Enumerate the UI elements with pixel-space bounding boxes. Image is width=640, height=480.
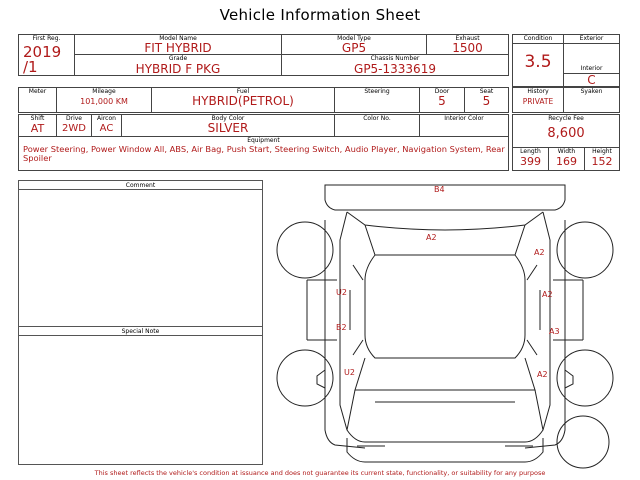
interior-label: Interior bbox=[580, 65, 603, 72]
equipment-label: Equipment bbox=[247, 137, 280, 144]
model-type-value: GP5 bbox=[341, 41, 367, 55]
left-side-outline bbox=[325, 220, 365, 448]
drive-cell bbox=[57, 115, 92, 137]
exterior-cell bbox=[564, 35, 620, 44]
windshield-outline bbox=[355, 358, 535, 390]
damage-left-rear-door: U2 bbox=[336, 288, 347, 297]
chassis-number-value: GP5-1333619 bbox=[354, 62, 436, 76]
interior-value-cell bbox=[564, 74, 620, 87]
model-type-cell bbox=[282, 35, 427, 55]
disclaimer-footer: This sheet reflects the vehicle's condition at issuance and does not guarantee its current state, functionality, or suitability for any purpose bbox=[94, 469, 546, 477]
aircon-label: Aircon bbox=[97, 115, 116, 122]
drive-label: Drive bbox=[66, 115, 82, 122]
comment-box bbox=[18, 180, 263, 327]
steering-label: Steering bbox=[364, 88, 390, 95]
grade-cell bbox=[75, 55, 282, 76]
history-cell bbox=[513, 88, 564, 113]
equipment-cell bbox=[19, 137, 509, 171]
meter-cell bbox=[19, 88, 57, 113]
damage-roof: A2 bbox=[426, 233, 437, 242]
sheet-title: Vehicle Information Sheet bbox=[219, 6, 421, 24]
exterior-label: Exterior bbox=[579, 35, 604, 42]
first-reg-label: First Reg. bbox=[32, 35, 61, 42]
rear-bumper-outline bbox=[325, 185, 565, 210]
chassis-number-label: Chassis Number bbox=[370, 55, 420, 62]
grade-value: HYBRID F PKG bbox=[135, 62, 221, 76]
aircon-cell bbox=[92, 115, 122, 137]
mileage-label: Mileage bbox=[92, 88, 116, 95]
length-label: Length bbox=[520, 148, 541, 155]
door-label: Door bbox=[434, 88, 450, 95]
exhaust-value: 1500 bbox=[452, 41, 483, 55]
recycle-fee-value: 8,600 bbox=[547, 126, 585, 141]
history-value: PRIVATE bbox=[522, 97, 554, 106]
door-value: 5 bbox=[438, 94, 446, 108]
seat-label: Seat bbox=[479, 88, 494, 95]
body-color-label: Body Color bbox=[211, 115, 245, 122]
interior-color-cell bbox=[420, 115, 509, 137]
history-label: History bbox=[527, 88, 549, 95]
first-reg-cell bbox=[19, 35, 75, 76]
syaken-label: Syaken bbox=[580, 88, 603, 95]
chassis-number-cell bbox=[282, 55, 509, 76]
steering-cell bbox=[335, 88, 420, 113]
exhaust-label: Exhaust bbox=[455, 35, 480, 42]
damage-right-front-door: A3 bbox=[549, 327, 560, 336]
mileage-value: 101,000 KM bbox=[80, 97, 128, 106]
hood-outline bbox=[347, 390, 543, 442]
body-color-cell bbox=[122, 115, 335, 137]
fuel-cell bbox=[152, 88, 335, 113]
model-type-label: Model Type bbox=[337, 35, 371, 42]
color-no-label: Color No. bbox=[363, 115, 391, 122]
syaken-cell bbox=[564, 88, 620, 113]
shift-value: AT bbox=[30, 122, 45, 135]
width-label: Width bbox=[557, 148, 576, 155]
exterior-value-cell bbox=[564, 44, 620, 74]
damage-left-front: U2 bbox=[344, 368, 355, 377]
aircon-value: AC bbox=[99, 123, 114, 134]
recycle-fee-cell bbox=[513, 115, 620, 148]
equipment-value: Power Steering, Power Window All, ABS, Air Bag, Push Start, Steering Switch, Audio Player, Navigation System, Rear Spoiler bbox=[23, 144, 505, 163]
special-note-label: Special Note bbox=[121, 328, 160, 335]
spec-row-1 bbox=[18, 87, 509, 113]
condition-label: Condition bbox=[523, 35, 553, 42]
spec-row-2 bbox=[18, 114, 509, 171]
condition-label-cell bbox=[513, 35, 564, 44]
comment-label: Comment bbox=[125, 182, 156, 189]
first-reg-value: 2019 /1 bbox=[23, 43, 62, 76]
damage-rear: B4 bbox=[434, 185, 445, 194]
width-value: 169 bbox=[556, 155, 577, 168]
width-cell bbox=[549, 148, 585, 171]
body-color-value: SILVER bbox=[207, 121, 249, 135]
damage-left-center: B2 bbox=[336, 323, 347, 332]
grade-label: Grade bbox=[168, 55, 188, 62]
height-label: Height bbox=[592, 148, 612, 155]
meter-label: Meter bbox=[28, 88, 47, 95]
length-value: 399 bbox=[520, 155, 541, 168]
special-note-box bbox=[18, 326, 263, 465]
model-name-value: FIT HYBRID bbox=[144, 41, 212, 55]
shift-cell bbox=[19, 115, 57, 137]
condition-value: 3.5 bbox=[524, 52, 552, 72]
height-cell bbox=[585, 148, 620, 171]
door-cell bbox=[420, 88, 465, 113]
roof-outline bbox=[365, 255, 525, 358]
fuel-label: Fuel bbox=[236, 88, 250, 95]
condition-value-cell bbox=[513, 44, 564, 87]
drive-value: 2WD bbox=[62, 123, 86, 134]
seat-cell bbox=[465, 88, 509, 113]
interior-color-label: Interior Color bbox=[444, 115, 484, 122]
length-cell bbox=[513, 148, 549, 171]
color-no-cell bbox=[335, 115, 420, 137]
rear-hatch-outline bbox=[347, 212, 543, 230]
car-damage-diagram bbox=[265, 180, 625, 470]
seat-value: 5 bbox=[482, 94, 491, 108]
damage-right-rear-fender: A2 bbox=[534, 248, 545, 257]
height-value: 152 bbox=[591, 155, 613, 168]
damage-right-rear-door: A2 bbox=[542, 290, 553, 299]
vehicle-info-table bbox=[18, 34, 509, 76]
damage-right-front-fender: A2 bbox=[537, 370, 548, 379]
condition-table bbox=[512, 34, 620, 87]
shift-label: Shift bbox=[30, 115, 45, 122]
recycle-fee-label: Recycle Fee bbox=[548, 115, 584, 122]
fuel-value: HYBRID(PETROL) bbox=[192, 94, 294, 108]
mileage-cell bbox=[57, 88, 152, 113]
exhaust-cell bbox=[427, 35, 509, 55]
recycle-table bbox=[512, 114, 620, 171]
model-name-cell bbox=[75, 35, 282, 55]
history-table bbox=[512, 87, 620, 113]
interior-value: C bbox=[587, 73, 596, 87]
model-name-label: Model Name bbox=[159, 35, 197, 42]
